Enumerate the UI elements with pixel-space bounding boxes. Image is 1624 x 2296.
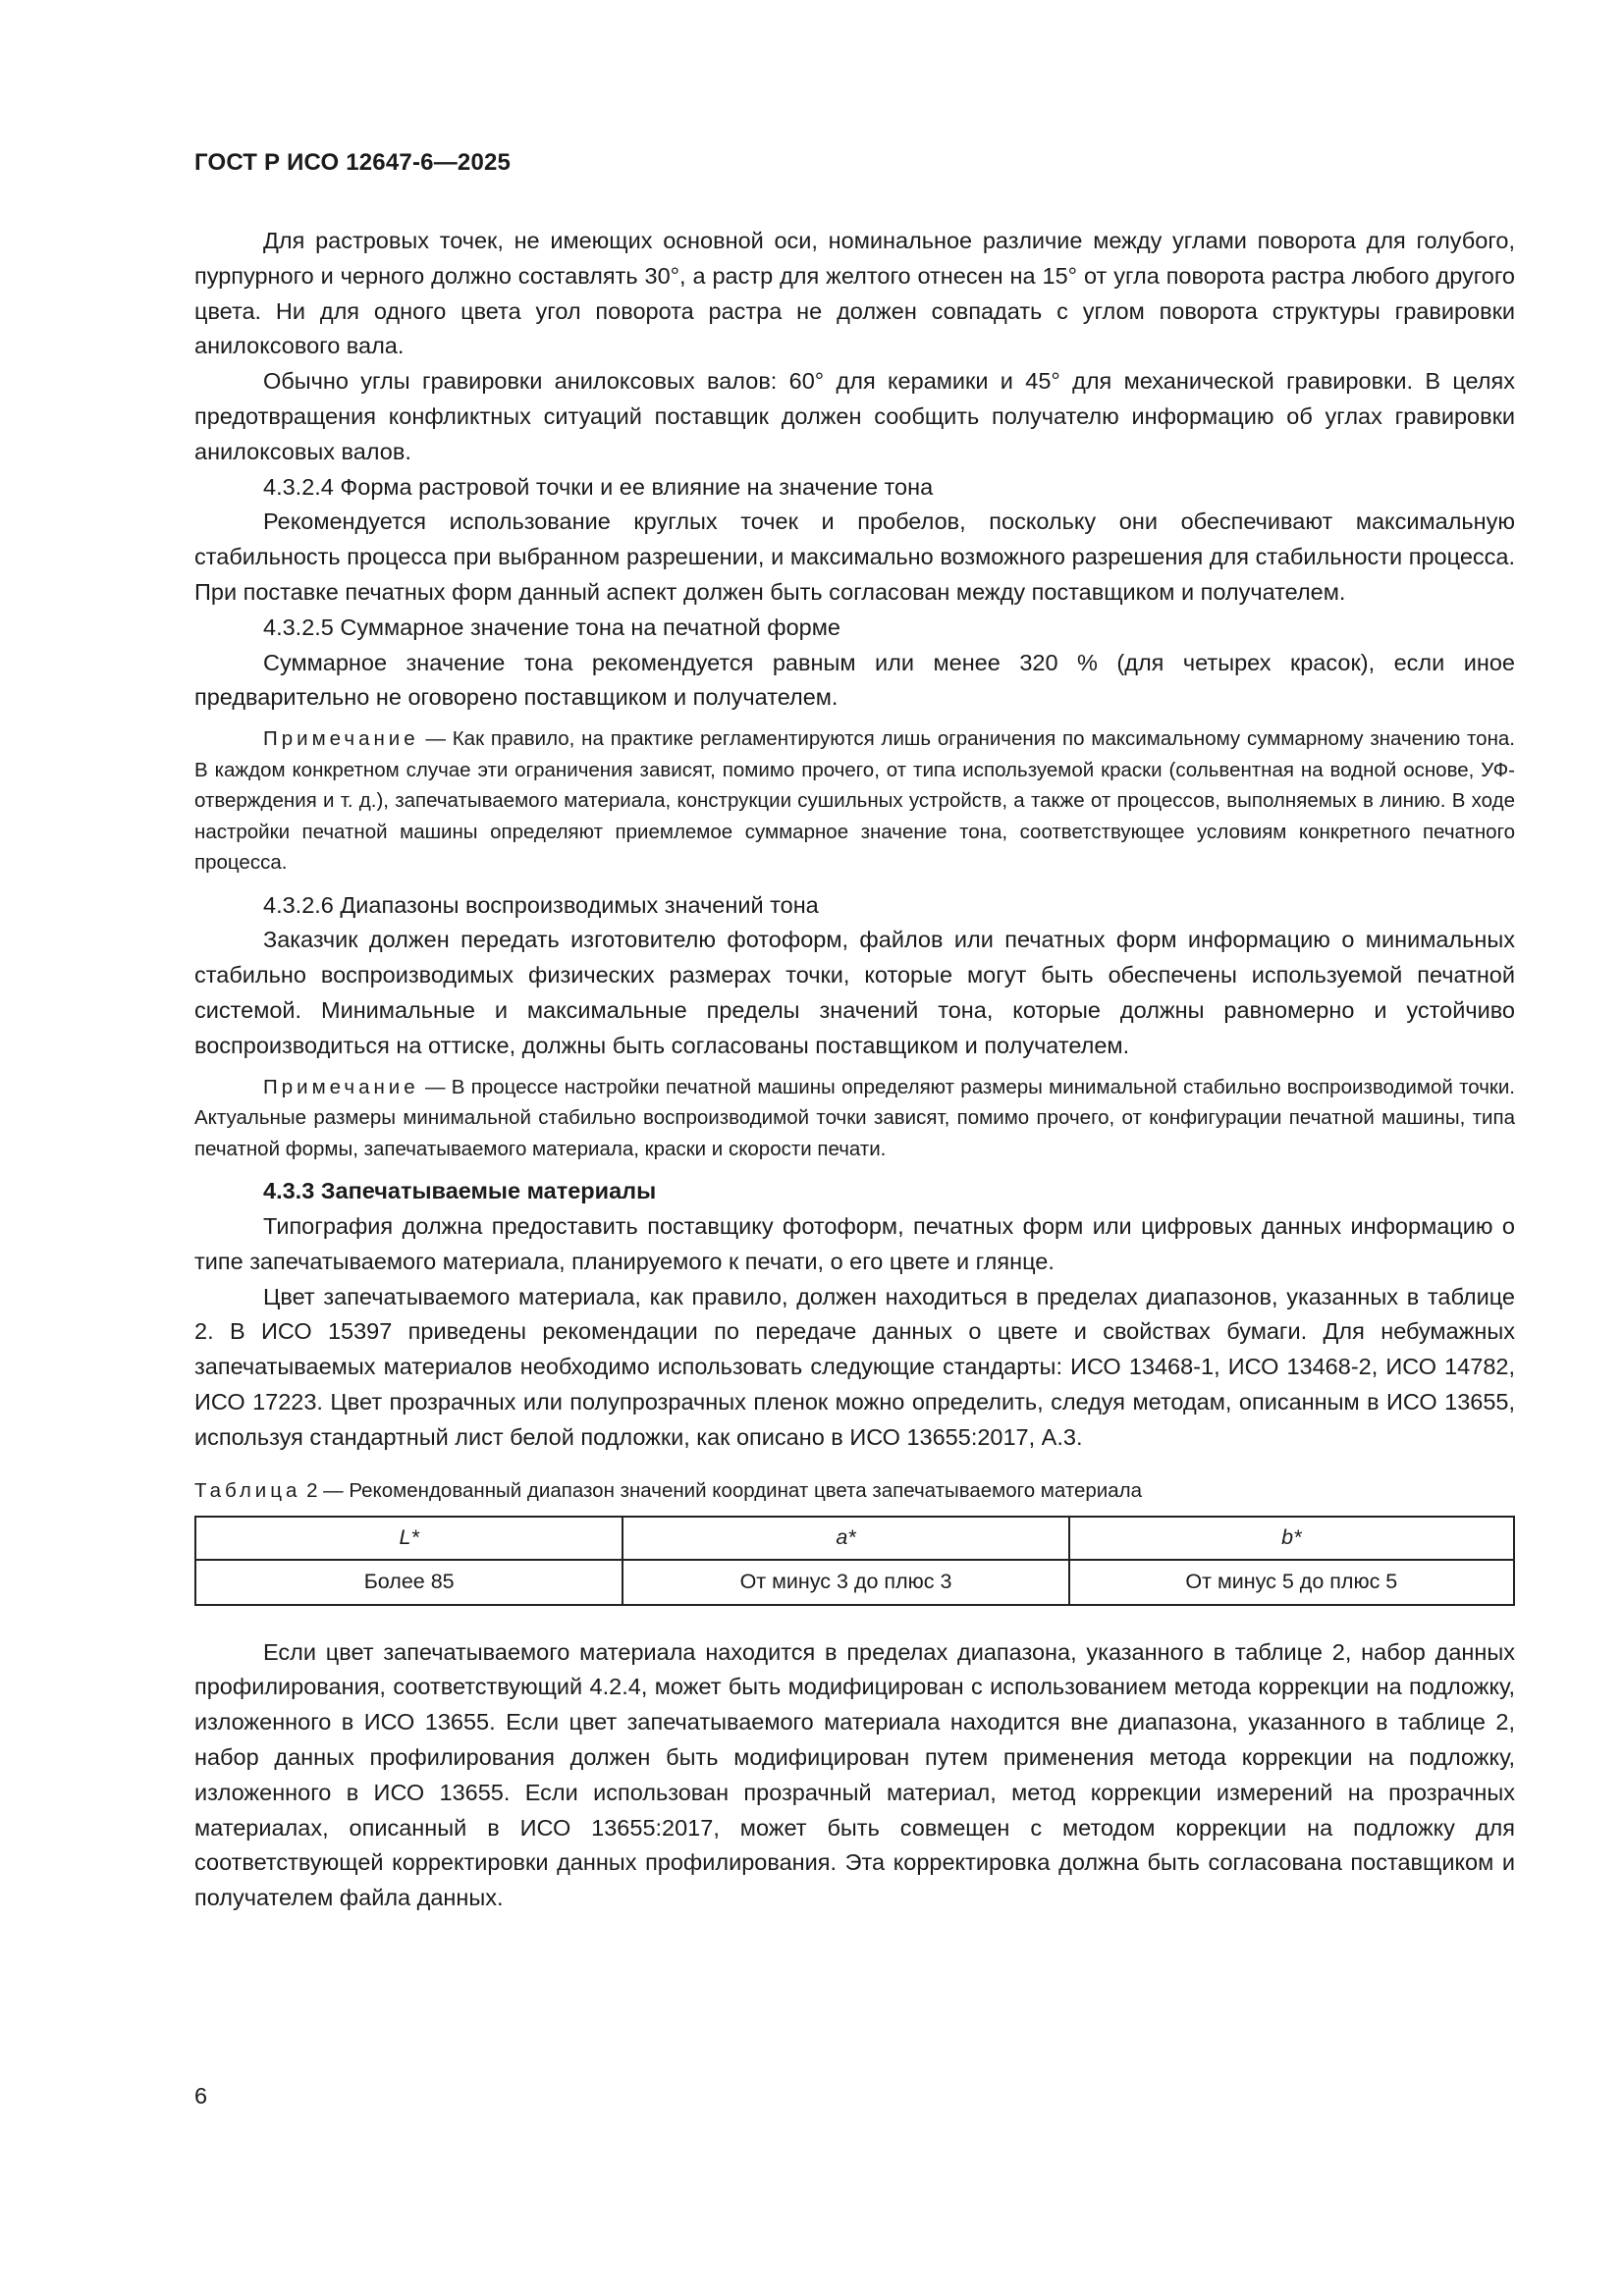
section-heading-4-3-2-5: 4.3.2.5 Суммарное значение тона на печатной форме (263, 614, 840, 640)
section-heading-4-3-3: 4.3.3 Запечатываемые материалы (263, 1178, 657, 1204)
paragraph-substrate-color: Цвет запечатываемого материала, как правило, должен находиться в пределах диапазонов, указанных в таблице 2. В ИСО 15397 приведены рекомендации по передаче данных о цвете и свойствах бумаги. Для небумажных запечатываемых материалов необходимо использовать следующие стандарты: ИСО 13468-1, ИСО 13468-2, ИСО 14782, ИСО 17223. Цвет прозрачных или полупрозрачных пленок можно определить, следуя методам, описанным в ИСО 13655, используя стандартный лист белой подложки, как описано в ИСО 13655:2017, А.3. (194, 1283, 1515, 1450)
table-row (195, 1560, 1514, 1605)
section-heading-4-3-2-4: 4.3.2.4 Форма растровой точки и ее влияние на значение тона (263, 473, 934, 500)
table-cell: От минус 3 до плюс 3 (623, 1560, 1068, 1605)
paragraph-substrate-info: Типография должна предоставить поставщику фотоформ, печатных форм или цифровых данных информацию о типе запечатываемого материала, планируемого к печати, о его цвете и глянце. (194, 1212, 1515, 1274)
table-cell: Более 85 (195, 1560, 623, 1605)
note-label: Примечание (263, 727, 419, 751)
paragraph-anilox-angles: Обычно углы гравировки анилоксовых валов: 60° для керамики и 45° для механической гравировки. В целях предотвращения конфликтных ситуаций поставщик должен сообщить получателю информацию об углах гравировки анилоксовых валов. (194, 368, 1515, 464)
page-content (194, 224, 1515, 1916)
table-header-cell: a* (623, 1517, 1068, 1560)
paragraph-total-tone: Суммарное значение тона рекомендуется равным или менее 320 % (для четырех красок), если иное предварительно не оговорено поставщиком и получателем. (194, 649, 1515, 711)
paragraph-raster-angles: Для растровых точек, не имеющих основной оси, номинальное различие между углами поворота для голубого, пурпурного и черного должно составлять 30°, а растр для желтого отнесен на 15° от угла поворота растра любого другого цвета. Ни для одного цвета угол поворота растра не должен совпадать с углом поворота структуры гравировки анилоксового вала. (194, 228, 1515, 359)
note-text: — В процессе настройки печатной машины определяют размеры минимальной стабильно воспроизводимой точки. Актуальные размеры минимальной стабильно воспроизводимой точки зависят, помимо прочего, от конфигурации печатной машины, типа печатной формы, запечатываемого материала, краски и скорости печати. (194, 1075, 1515, 1160)
paragraph-profile-correction: Если цвет запечатываемого материала находится в пределах диапазона, указанного в таблице 2, набор данных профилирования, соответствующий 4.2.4, может быть модифицирован с использованием метода коррекции на подложку, изложенного в ИСО 13655. Если цвет запечатываемого материала находится вне диапазона, указанного в таблице 2, набор данных профилирования должен быть модифицирован путем применения метода коррекции на подложку, изложенного в ИСО 13655. Если использован прозрачный материал, метод коррекции измерений на прозрачных материалах, описанный в ИСО 13655:2017, может быть совмещен с методом коррекции на подложку для соответствующей корректировки данных профилирования. Эта корректировка должна быть согласована поставщиком и получателем файла данных. (194, 1638, 1515, 1911)
table-cell: От минус 5 до плюс 5 (1069, 1560, 1514, 1605)
table-header-cell: L* (195, 1517, 623, 1560)
table-caption-text: 2 — Рекомендованный диапазон значений координат цвета запечатываемого материала (300, 1478, 1143, 1502)
page-number: 6 (194, 2083, 208, 2109)
note-min-dot (194, 1072, 1515, 1165)
note-label: Примечание (263, 1075, 419, 1098)
table-caption (194, 1475, 1515, 1506)
note-text: — Как правило, на практике регламентируются лишь ограничения по максимальному суммарному значению тона. В каждом конкретном случае эти ограничения зависят, помимо прочего, от типа используемой краски (сольвентная на водной основе, УФ-отверждения и т. д.), запечатываемого материала, конструкции сушильных устройств, а также от процессов, выполняемых в линию. В ходе настройки печатной машины определяют приемлемое суммарное значение тона, соответствующее условиям конкретного печатного процесса. (194, 727, 1515, 875)
table-header-cell: b* (1069, 1517, 1514, 1560)
section-heading-4-3-2-6: 4.3.2.6 Диапазоны воспроизводимых значений тона (263, 891, 819, 918)
paragraph-dot-shape: Рекомендуется использование круглых точек и пробелов, поскольку они обеспечивают максимальную стабильность процесса при выбранном разрешении, и максимально возможного разрешения для стабильности процесса. При поставке печатных форм данный аспект должен быть согласован между поставщиком и получателем. (194, 508, 1515, 605)
document-header: ГОСТ Р ИСО 12647-6—2025 (194, 149, 512, 176)
substrate-color-table (194, 1516, 1515, 1606)
table-header-row (195, 1517, 1514, 1560)
note-total-tone (194, 723, 1515, 879)
table-caption-label: Таблица (194, 1478, 301, 1502)
paragraph-tone-ranges: Заказчик должен передать изготовителю фотоформ, файлов или печатных форм информацию о минимальных стабильно воспроизводимых физических размерах точки, которые могут быть обеспечены используемой печатной системой. Минимальные и максимальные пределы значений тона, которые должны равномерно и устойчиво воспроизводиться на оттиске, должны быть согласованы поставщиком и получателем. (194, 927, 1515, 1058)
